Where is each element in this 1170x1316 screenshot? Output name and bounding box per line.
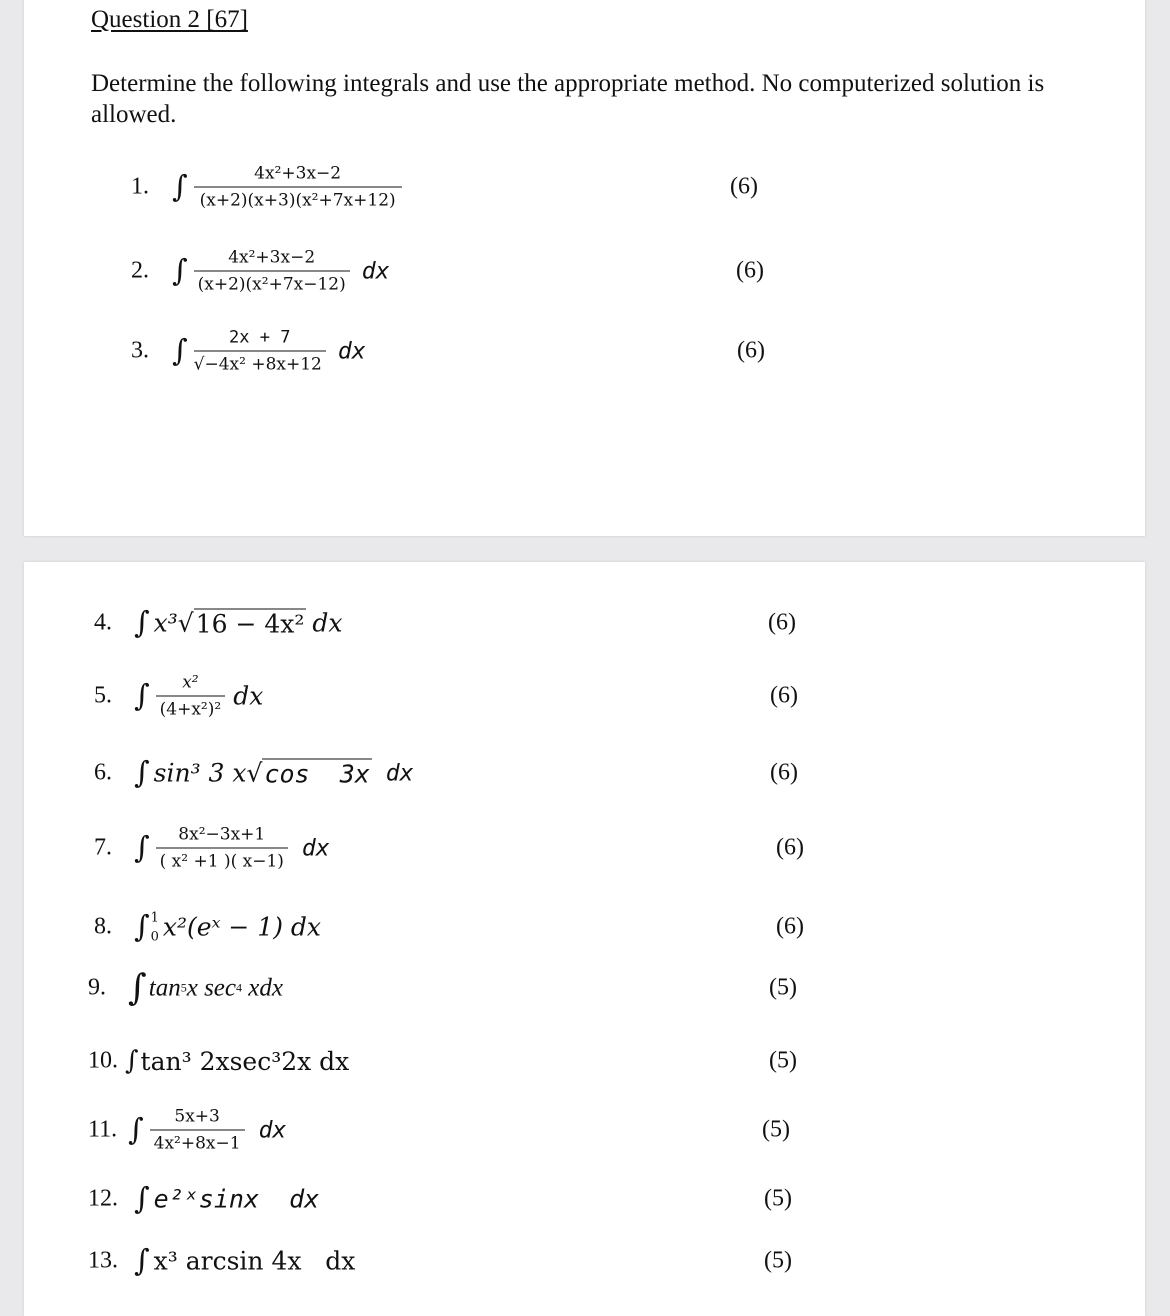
instructions: Determine the following integrals and use the appropriate method. No computerized solution is allowed. (91, 70, 1045, 128)
marks: (5) (764, 1185, 792, 1212)
marks: (6) (736, 257, 764, 284)
denominator: (x+2)(x²+7x−12) (194, 271, 350, 295)
integral-sign: ∫ (128, 1112, 144, 1148)
question-number: 5. (94, 682, 112, 709)
question-title: Question 2 [67] (91, 6, 248, 33)
question-2 (24, 247, 1145, 295)
question-number: 9. (88, 974, 106, 1001)
exponent: 5 (180, 980, 187, 995)
numerator: 2x + 7 (229, 327, 291, 348)
differential: dx (312, 608, 343, 638)
integral-sign: ∫ (172, 333, 188, 369)
question-number: 6. (94, 759, 112, 786)
question-11 (24, 1106, 1145, 1154)
question-7 (24, 824, 1145, 872)
integral-sign: ∫ (172, 253, 188, 289)
integrand-tail: xdx (242, 974, 283, 1001)
question-number: 7. (94, 834, 112, 861)
question-number: 11. (88, 1116, 118, 1143)
integral-expression (172, 328, 366, 375)
integral-expression (134, 825, 330, 872)
integral-expression (125, 1046, 349, 1076)
marks: (5) (762, 1116, 790, 1143)
integrand-tan: tan (148, 974, 181, 1001)
integral-sign: ∫ (134, 755, 150, 791)
marks: (5) (764, 1247, 792, 1274)
integral-sign: ∫ (172, 169, 188, 205)
integral-sign: ∫ (125, 1046, 139, 1076)
numerator: 4x²+3x−2 (228, 247, 316, 268)
marks: (6) (730, 173, 758, 200)
radicand: −4x² +8x+12 (204, 354, 322, 375)
integral-expression (134, 1182, 319, 1217)
question-6 (24, 755, 1145, 791)
marks: (6) (737, 337, 765, 364)
fraction (194, 328, 326, 375)
question-number: 8. (94, 913, 112, 940)
integrand: e²ˣsinx dx (153, 1184, 320, 1214)
factor: sin³ 3 x (153, 758, 247, 788)
integral-sign: ∫ (134, 830, 150, 866)
denominator: (4+x²)² (156, 696, 226, 720)
marks: (6) (768, 609, 796, 636)
fraction (150, 1107, 245, 1154)
integrand-sec: x sec (186, 974, 236, 1001)
denominator (194, 351, 326, 375)
differential: dx (385, 760, 414, 786)
integral-sign: ∫ (134, 678, 150, 714)
marks: (6) (770, 759, 798, 786)
question-number: 10. (88, 1047, 118, 1074)
question-number: 1. (131, 173, 149, 200)
integral-limits (151, 911, 159, 943)
integral-expression (128, 1107, 286, 1154)
question-9 (24, 967, 1145, 1009)
integrand: x³ arcsin 4x dx (153, 1246, 356, 1276)
integral-expression (134, 910, 321, 945)
marks: (6) (776, 834, 804, 861)
question-5 (24, 672, 1145, 720)
fraction (194, 164, 402, 211)
numerator: 4x²+3x−2 (254, 163, 342, 184)
question-13 (24, 1243, 1145, 1279)
marks: (6) (770, 682, 798, 709)
lower-limit: 0 (150, 929, 159, 944)
integrand: tan³ 2xsec³2x dx (140, 1046, 350, 1076)
integral-sign: ∫ (134, 909, 150, 945)
differential: dx (258, 1117, 287, 1143)
differential: dx (361, 258, 390, 284)
page-2 (24, 562, 1145, 1316)
radical-sign: √ (177, 608, 194, 638)
marks: (6) (776, 913, 804, 940)
integral-expression (172, 248, 389, 295)
integral-expression (172, 164, 410, 211)
integral-expression (134, 673, 263, 720)
numerator: 5x+3 (174, 1106, 220, 1127)
fraction (156, 673, 226, 720)
denominator: (x+2)(x+3)(x²+7x+12) (194, 187, 402, 211)
factor: x³ (153, 608, 178, 638)
denominator: ( x² +1 )( x−1) (156, 848, 288, 872)
question-number: 2. (131, 257, 149, 284)
integral-expression (128, 968, 283, 1009)
question-number: 4. (94, 609, 112, 636)
question-1 (24, 163, 1145, 211)
integral-expression (134, 606, 343, 641)
integral-expression (134, 756, 414, 791)
denominator: 4x²+8x−1 (150, 1130, 245, 1154)
fraction (156, 825, 288, 872)
question-number: 12. (88, 1185, 118, 1212)
upper-limit: 1 (150, 910, 159, 925)
exponent: 4 (236, 980, 242, 995)
radicand: 16 − 4x² (195, 609, 305, 638)
integral-sign: ∫ (134, 1243, 150, 1279)
numerator: 8x²−3x+1 (178, 824, 266, 845)
marks: (5) (769, 1047, 797, 1074)
question-3 (24, 327, 1145, 375)
radicand: cos 3x (264, 759, 370, 788)
integral-expression (134, 1244, 355, 1279)
differential: dx (301, 835, 330, 861)
marks: (5) (769, 974, 797, 1001)
numerator: x² (182, 672, 199, 693)
differential: dx (233, 681, 264, 711)
integrand: x²(eˣ − 1) dx (162, 912, 322, 942)
question-number: 3. (131, 337, 149, 364)
radical-sign: √ (246, 758, 263, 788)
question-12 (24, 1181, 1145, 1217)
radical-sign: √ (193, 354, 205, 375)
integral-sign: ∫ (128, 967, 147, 1009)
differential: dx (337, 338, 366, 364)
integral-sign: ∫ (134, 605, 150, 641)
page-1 (24, 0, 1145, 536)
question-8 (24, 909, 1145, 945)
question-10 (24, 1046, 1145, 1076)
fraction (194, 248, 350, 295)
integral-sign: ∫ (134, 1181, 150, 1217)
question-4 (24, 605, 1145, 641)
question-number: 13. (88, 1247, 118, 1274)
